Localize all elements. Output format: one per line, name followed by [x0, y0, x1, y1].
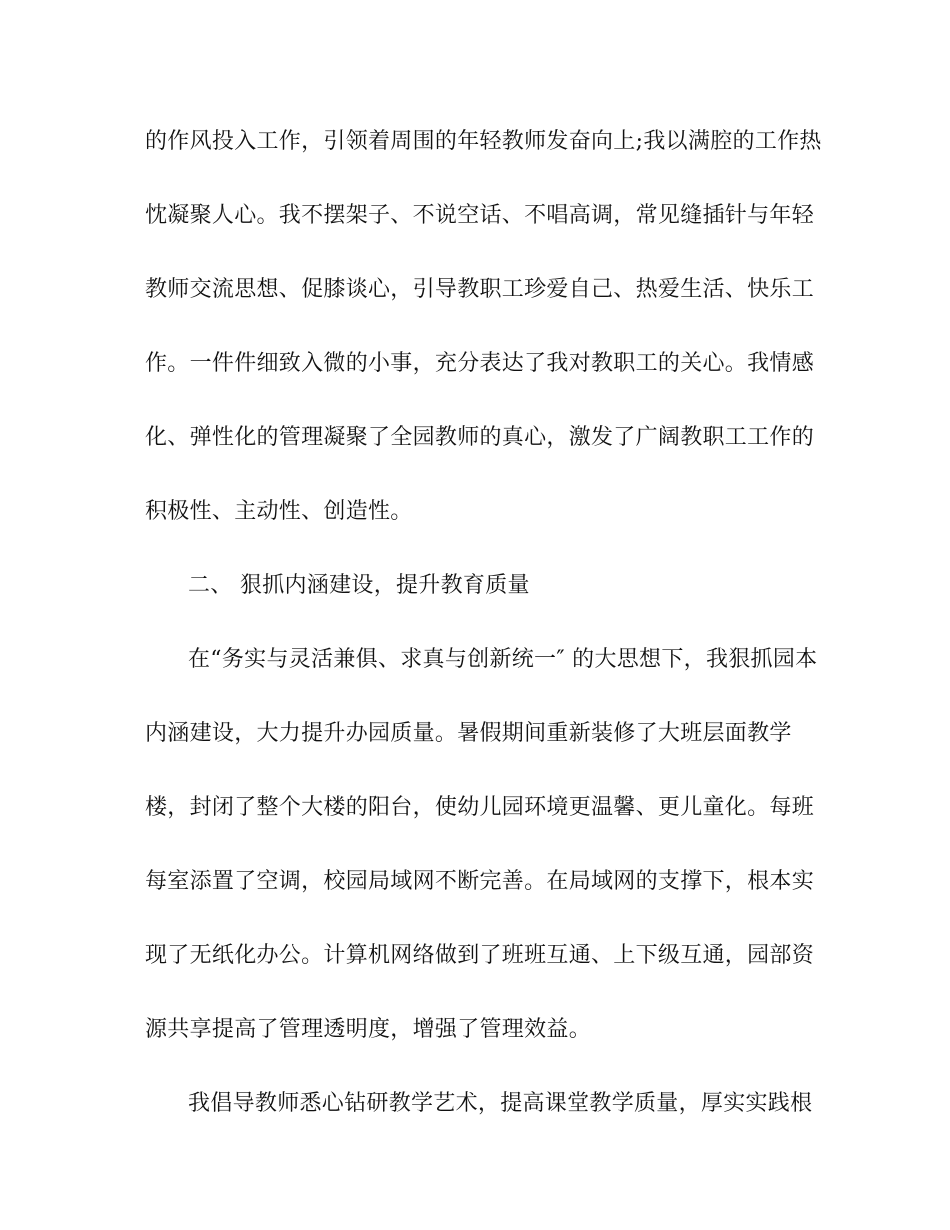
paragraph-line: 化、弹性化的管理凝聚了全园教师的真心，激发了广阔教职工工作的 — [145, 425, 815, 450]
paragraph-line: 教师交流思想、促膝谈心，引导教职工珍爱自己、热爱生活、快乐工 — [145, 277, 815, 302]
paragraph-line: 我倡导教师悉心钻研教学艺术，提高课堂教学质量，厚实实践根 — [188, 1091, 813, 1116]
paragraph-line: 楼，封闭了整个大楼的阳台，使幼儿园环境更温馨、更儿童化。每班 — [145, 795, 815, 820]
paragraph-line: 内涵建设，大力提升办园质量。暑假期间重新装修了大班层面教学 — [145, 721, 792, 746]
paragraph-line: 的作风投入工作，引领着周围的年轻教师发奋向上;我以满腔的工作热 — [145, 129, 822, 154]
paragraph-line: 作。一件件细致入微的小事，充分表达了我对教职工的关心。我情感 — [145, 351, 815, 376]
paragraph-line: 现了无纸化办公。计算机网络做到了班班互通、上下级互通，园部资 — [145, 943, 815, 968]
paragraph-line: 源共享提高了管理透明度，增强了管理效益。 — [145, 1017, 592, 1042]
paragraph-line: 在“务实与灵活兼俱、求真与创新统一″ 的大思想下，我狠抓园本 — [188, 647, 818, 672]
paragraph-line: 每室添置了空调，校园局域网不断完善。在局域网的支撑下，根本实 — [145, 869, 815, 894]
paragraph-line: 忱凝聚人心。我不摆架子、不说空话、不唱高调，常见缝插针与年轻 — [145, 203, 815, 228]
paragraph-line: 积极性、主动性、创造性。 — [145, 499, 413, 524]
section-heading: 二、 狠抓内涵建设，提升教育质量 — [188, 573, 530, 598]
